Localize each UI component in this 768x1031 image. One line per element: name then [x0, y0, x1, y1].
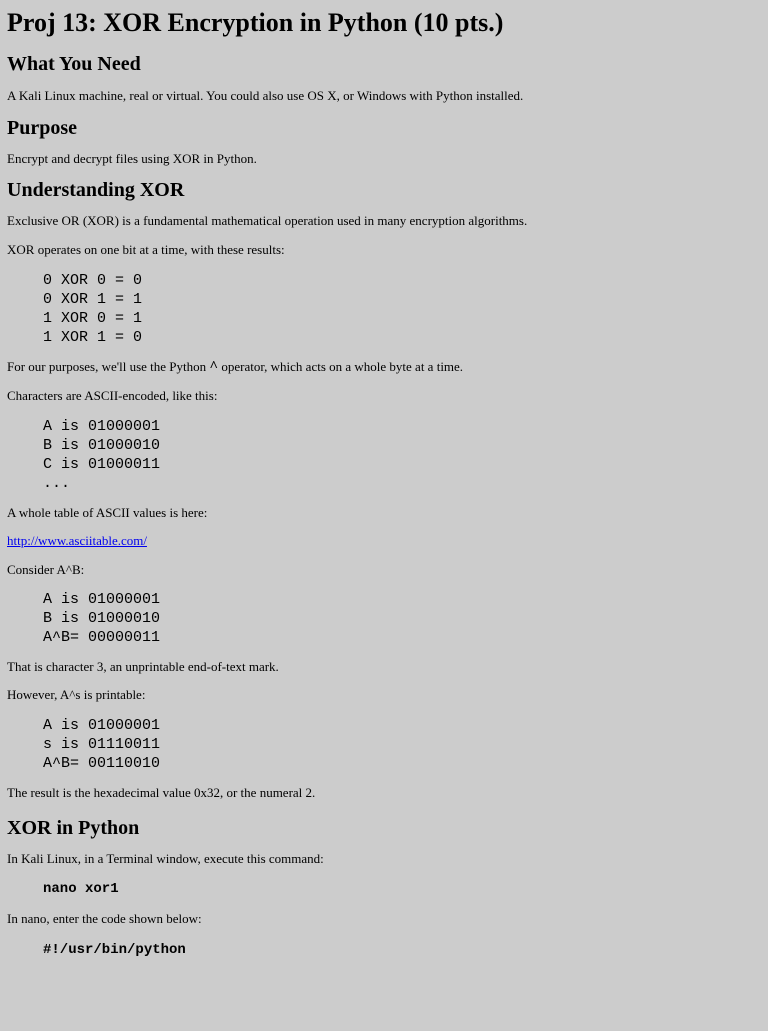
paragraph-as-intro: However, A^s is printable:	[7, 687, 146, 702]
code-truth-table: 0 XOR 0 = 0 0 XOR 1 = 1 1 XOR 0 = 1 1 XOR 1 = 0	[43, 272, 143, 346]
code-ab-example: A is 01000001 B is 01000010 A^B= 00000011	[43, 591, 161, 646]
paragraph-xor-intro: Exclusive OR (XOR) is a fundamental mathematical operation used in many encryption algorithms.	[7, 213, 528, 228]
operator-symbol: ^	[209, 359, 219, 375]
paragraph-terminal-intro: In Kali Linux, in a Terminal window, execute this command:	[7, 851, 324, 866]
paragraph-python-operator	[7, 359, 761, 375]
paragraph-table-intro: A whole table of ASCII values is here:	[7, 505, 208, 520]
paragraph-ab-result: That is character 3, an unprintable end-of-text mark.	[7, 659, 279, 674]
paragraph-consider: Consider A^B:	[7, 562, 85, 577]
paragraph-table-link	[7, 533, 761, 549]
ascii-table-link[interactable]: http://www.asciitable.com/	[7, 533, 147, 548]
heading-purpose: Purpose	[7, 117, 77, 139]
code-ascii-examples: A is 01000001 B is 01000010 C is 01000011 ...	[43, 418, 161, 492]
code-shebang-line: #!/usr/bin/python	[43, 942, 186, 958]
document	[0, 7, 768, 960]
heading-xor-in-python: XOR in Python	[7, 817, 140, 839]
paragraph-nano-intro: In nano, enter the code shown below:	[7, 911, 202, 926]
paragraph-bit-intro: XOR operates on one bit at a time, with these results:	[7, 242, 285, 257]
text-after-operator: operator, which acts on a whole byte at a time.	[218, 359, 464, 374]
page-title: Proj 13: XOR Encryption in Python (10 pts.)	[7, 8, 504, 37]
paragraph-ascii-intro: Characters are ASCII-encoded, like this:	[7, 388, 218, 403]
paragraph-purpose: Encrypt and decrypt files using XOR in Python.	[7, 151, 257, 166]
heading-what-you-need: What You Need	[7, 53, 141, 75]
code-as-example: A is 01000001 s is 01110011 A^B= 00110010	[43, 717, 161, 772]
paragraph-as-result: The result is the hexadecimal value 0x32, or the numeral 2.	[7, 785, 316, 800]
heading-understanding-xor: Understanding XOR	[7, 179, 185, 201]
code-nano-command: nano xor1	[43, 881, 119, 897]
paragraph-requirements: A Kali Linux machine, real or virtual. You could also use OS X, or Windows with Python installed.	[7, 88, 524, 103]
text-before-operator: For our purposes, we'll use the Python	[7, 359, 210, 374]
